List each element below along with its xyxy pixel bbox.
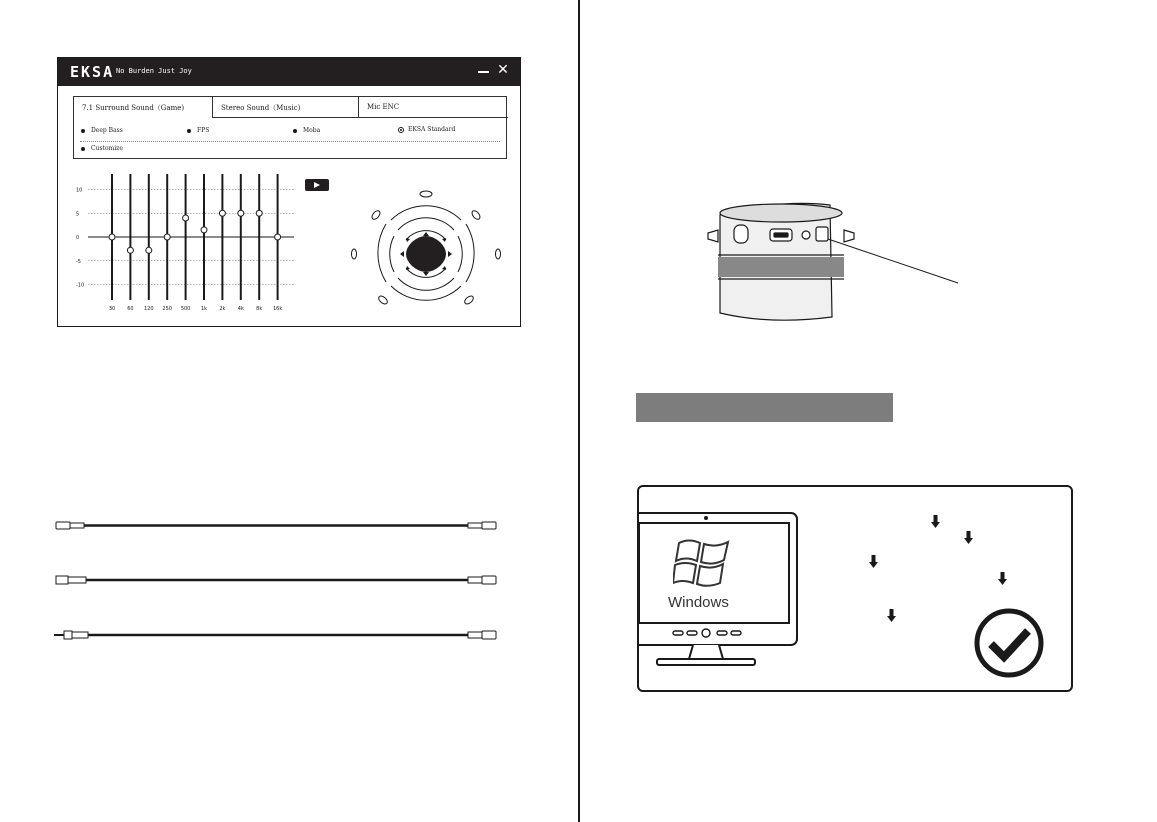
usb-a-to-usb-c-cable [56,576,496,584]
eq-slider-knob[interactable] [164,234,170,240]
eq-y-tick-label: -5 [76,258,81,265]
preset-label: Customize [91,145,123,152]
eq-x-ticks [109,306,283,312]
preset-eksa-standard[interactable] [398,126,455,133]
eq-slider-knob[interactable] [201,227,207,233]
bullet-icon [187,129,191,133]
close-button[interactable]: ✕ [497,62,509,78]
eq-band-label: 500 [180,306,191,312]
eq-y-tick-label: 0 [76,235,80,241]
eq-band-label: 16k [272,306,283,312]
eq-slider-knob[interactable] [275,234,281,240]
eq-y-ticks [76,188,84,289]
eq-y-tick-label: 10 [76,187,83,194]
preset-moba[interactable] [293,127,320,134]
eq-slider-knob[interactable] [219,210,225,216]
sound-mode-panel [73,96,507,159]
preset-label: Deep Bass [91,127,123,134]
windows-logo-icon [673,535,735,590]
eq-slider-knob[interactable] [256,210,262,216]
bullet-icon [81,147,85,151]
headset-earcup-illustration [700,195,965,330]
eq-band-label: 60 [127,306,134,312]
eq-slider-knob[interactable] [183,215,189,221]
eq-band-label: 30 [108,306,116,312]
eq-band-label: 250 [162,306,172,312]
tab-mic-enc[interactable] [359,97,508,118]
app-tagline: No Burden Just Joy [116,67,192,75]
eq-band-label: 8k [256,306,263,312]
eq-band-label: 4k [237,306,244,312]
arrow-down-icon [998,572,1007,585]
preset-customize[interactable] [81,145,123,152]
eq-band-label: 2k [219,306,226,312]
preset-fps[interactable] [187,127,209,134]
equalizer [76,170,296,318]
surround-sound-diagram [346,182,506,312]
windows-install-illustration [637,485,1073,692]
eq-slider-knob[interactable] [127,247,133,253]
cables-illustration [50,510,500,650]
preset-label: Moba [303,127,321,134]
tab-label: Mic ENC [367,103,400,111]
preset-deep-bass[interactable] [81,127,123,134]
arrow-down-icon [931,515,940,528]
play-button[interactable] [305,179,329,191]
arrow-down-icon [869,555,878,568]
eq-grid [88,190,294,285]
preset-label: EKSA Standard [408,126,456,133]
tab-stereo-sound[interactable] [213,97,359,118]
eq-app-window [57,57,521,327]
radio-selected-icon [398,127,404,133]
eq-band-label: 1k [200,306,208,312]
eq-slider-knob[interactable] [238,210,244,216]
eq-band-label: 120 [144,306,154,312]
separator [80,141,500,142]
windows-logo-text: Windows [668,594,729,611]
eq-slider-knob[interactable] [146,247,152,253]
minimize-button[interactable] [476,61,492,81]
arrow-down-icon [964,531,973,544]
tab-surround-sound[interactable] [74,97,213,118]
bullet-icon [293,129,297,133]
aux-to-usb-c-cable [54,631,496,639]
app-logo: EKSA [70,63,115,81]
eq-y-tick-label: -10 [76,282,85,289]
eq-slider-knob[interactable] [109,234,115,240]
tab-label: Stereo Sound（Music) [221,104,301,112]
tab-label: 7.1 Surround Sound（Game) [82,104,185,112]
title-bar [58,58,520,86]
preset-label: FPS [197,127,210,134]
usb-c-to-usb-c-cable [56,522,496,529]
arrow-down-icon [887,609,896,622]
eq-y-tick-label: 5 [76,211,80,218]
section-heading-bar [636,393,893,422]
checkmark-icon [973,607,1045,679]
bullet-icon [81,129,85,133]
page-divider [578,0,580,822]
